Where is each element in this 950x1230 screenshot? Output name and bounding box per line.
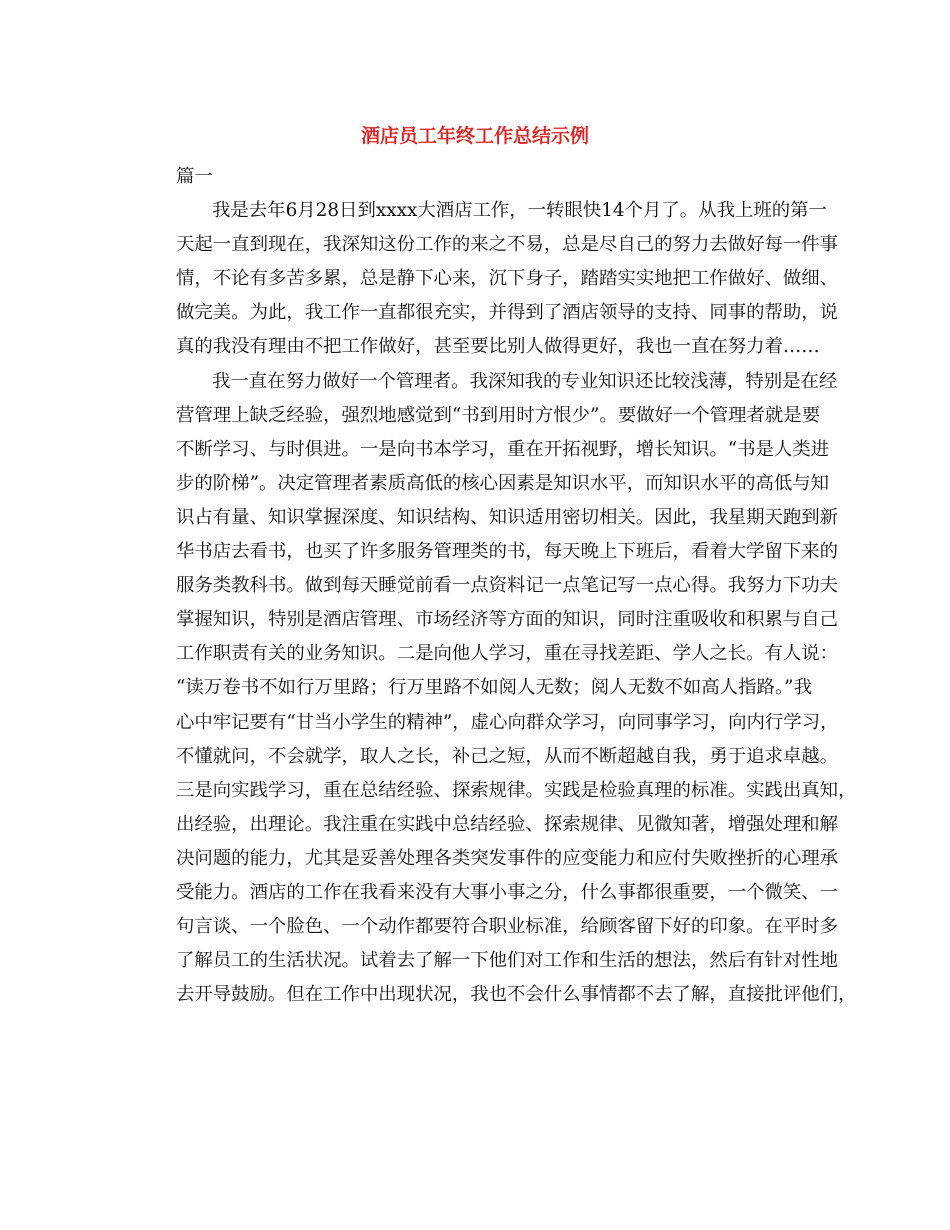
paragraph-line: 三是向实践学习，重在总结经验、探索规律。实践是检验真理的标准。实践出真知， bbox=[176, 779, 857, 801]
paragraph-line: 步的阶梯”。决定管理者素质高低的核心因素是知识水平，而知识水平的高低与知 bbox=[176, 472, 830, 494]
paragraph-2 bbox=[140, 365, 857, 1013]
paragraph-line: 去开导鼓励。但在工作中出现状况，我也不会什么事情都不去了解，直接批评他们， bbox=[176, 984, 857, 1006]
paragraph-line: 句言谈、一个脸色、一个动作都要符合职业标准，给顾客留下好的印象。在平时多 bbox=[176, 916, 839, 938]
paragraph-line: 营管理上缺乏经验，强烈地感觉到“书到用时方恨少”。要做好一个管理者就是要 bbox=[176, 404, 821, 426]
paragraph-line: 决问题的能力，尤其是妥善处理各类突发事件的应变能力和应付失败挫折的心理承 bbox=[176, 847, 839, 869]
paragraph-line: 不断学习、与时俱进。一是向书本学习，重在开拓视野，增长知识。“书是人类进 bbox=[176, 438, 830, 460]
paragraph-line: 工作职责有关的业务知识。二是向他人学习，重在寻找差距、学人之长。有人说： bbox=[176, 643, 839, 665]
paragraph-line: 心中牢记要有“甘当小学生的精神”，虚心向群众学习，向同事学习，向内行学习， bbox=[176, 711, 839, 733]
paragraph-1 bbox=[140, 194, 839, 364]
paragraph-line: 华书店去看书，也买了许多服务管理类的书，每天晚上下班后，看着大学留下来的 bbox=[176, 541, 839, 563]
paragraph-line: 受能力。酒店的工作在我看来没有大事小事之分，什么事都很重要，一个微笑、一 bbox=[176, 881, 839, 903]
paragraph-line: 真的我没有理由不把工作做好，甚至要比别人做得更好，我也一直在努力着…… bbox=[176, 336, 820, 358]
paragraph-line: “读万卷书不如行万里路；行万里路不如阅人无数；阅人无数不如高人指路。”我 bbox=[176, 677, 812, 699]
paragraph-line: 出经验，出理论。我注重在实践中总结经验、探索规律、见微知著，增强处理和解 bbox=[176, 813, 839, 835]
paragraph-line: 天起一直到现在，我深知这份工作的来之不易，总是尽自己的努力去做好每一件事 bbox=[176, 234, 839, 256]
paragraph-line: 了解员工的生活状况。试着去了解一下他们对工作和生活的想法，然后有针对性地 bbox=[176, 950, 839, 972]
paragraph-line: 我一直在努力做好一个管理者。我深知我的专业知识还比较浅薄，特别是在经 bbox=[212, 370, 838, 392]
document-body bbox=[140, 160, 857, 1012]
document-title: 酒店员工年终工作总结示例 bbox=[360, 125, 589, 147]
paragraph-line: 做完美。为此，我工作一直都很充实，并得到了酒店领导的支持、同事的帮助，说 bbox=[176, 302, 839, 324]
paragraph-line: 服务类教科书。做到每天睡觉前看一点资料记一点笔记写一点心得。我努力下功夫 bbox=[176, 575, 839, 597]
paragraph-line: 不懂就问，不会就学，取人之长，补己之短，从而不断超越自我，勇于追求卓越。 bbox=[176, 745, 839, 767]
paragraph-line: 我是去年6月28日到xxxx大酒店工作，一转眼快14个月了。从我上班的第一 bbox=[212, 200, 827, 222]
paragraph-line: 识占有量、知识掌握深度、知识结构、知识适用密切相关。因此，我星期天跑到新 bbox=[176, 506, 839, 528]
paragraph-line: 掌握知识，特别是酒店管理、市场经济等方面的知识，同时注重吸收和积累与自己 bbox=[176, 609, 839, 631]
section-label: 篇一 bbox=[176, 166, 213, 187]
paragraph-line: 情，不论有多苦多累，总是静下心来，沉下身子，踏踏实实地把工作做好、做细、 bbox=[176, 268, 839, 290]
